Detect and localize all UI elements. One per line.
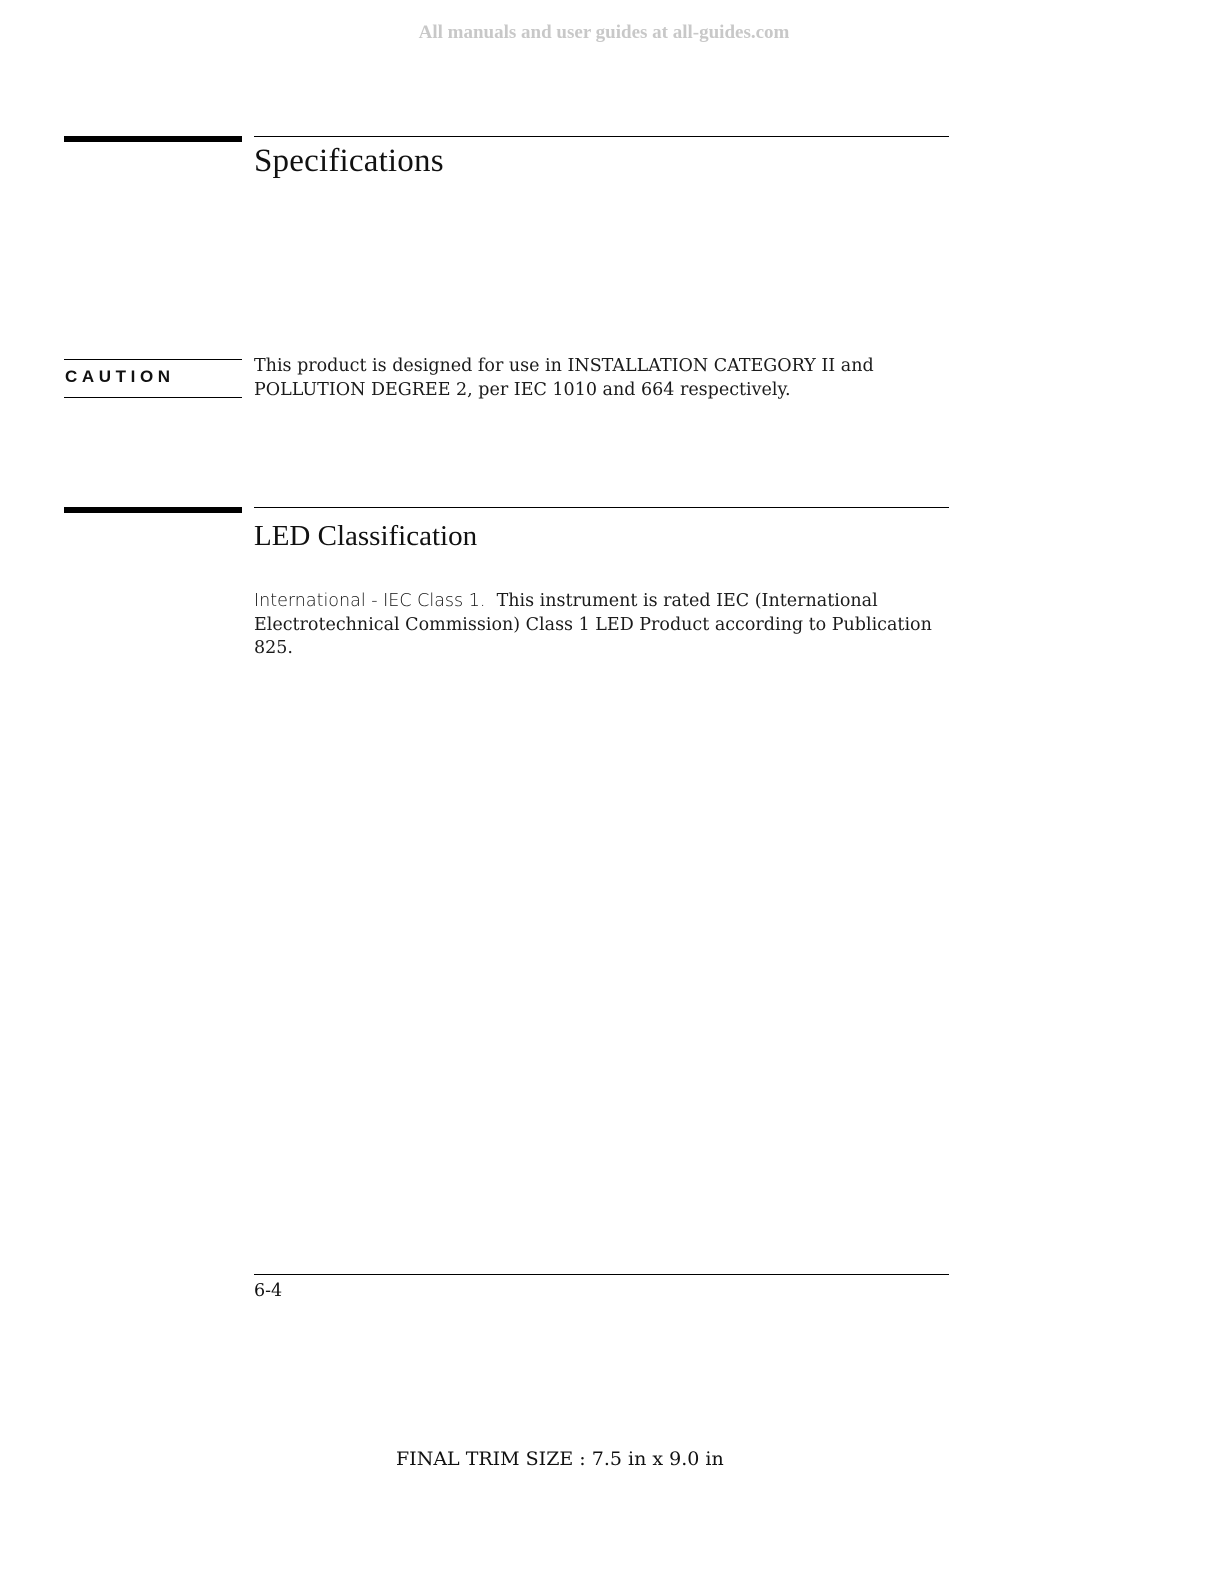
section-rule-thick <box>64 507 242 513</box>
paragraph-line-1-text: This instrument is rated IEC (International <box>496 591 878 611</box>
paragraph-line-2: Electrotechnical Commission) Class 1 LED Product according to Publication <box>254 614 932 635</box>
section-heading-led-classification: LED Classification <box>254 520 478 552</box>
caution-text-line-1: This product is designed for use in INSTALLATION CATEGORY II and <box>254 356 874 376</box>
paragraph-line-1 <box>254 590 954 614</box>
page-title: Specifications <box>254 143 444 179</box>
trim-size-note: FINAL TRIM SIZE : 7.5 in x 9.0 in <box>396 1448 724 1470</box>
paragraph-line-3: 825. <box>254 638 293 658</box>
caution-text <box>254 355 954 402</box>
run-in-heading: International - IEC Class 1. <box>254 591 486 611</box>
page-number: 6-4 <box>254 1281 283 1301</box>
watermark: All manuals and user guides at all-guides.com <box>418 22 790 43</box>
led-classification-paragraph <box>254 590 954 661</box>
section-rule-thin <box>254 136 949 137</box>
section-rule-thick <box>64 136 242 142</box>
footer-rule <box>254 1274 949 1275</box>
section-rule-thin <box>254 507 949 508</box>
caution-text-line-2: POLLUTION DEGREE 2, per IEC 1010 and 664 respectively. <box>254 379 791 400</box>
caution-rule-bottom <box>64 397 242 398</box>
caution-rule-top <box>64 359 242 360</box>
caution-label: CAUTION <box>65 367 175 386</box>
